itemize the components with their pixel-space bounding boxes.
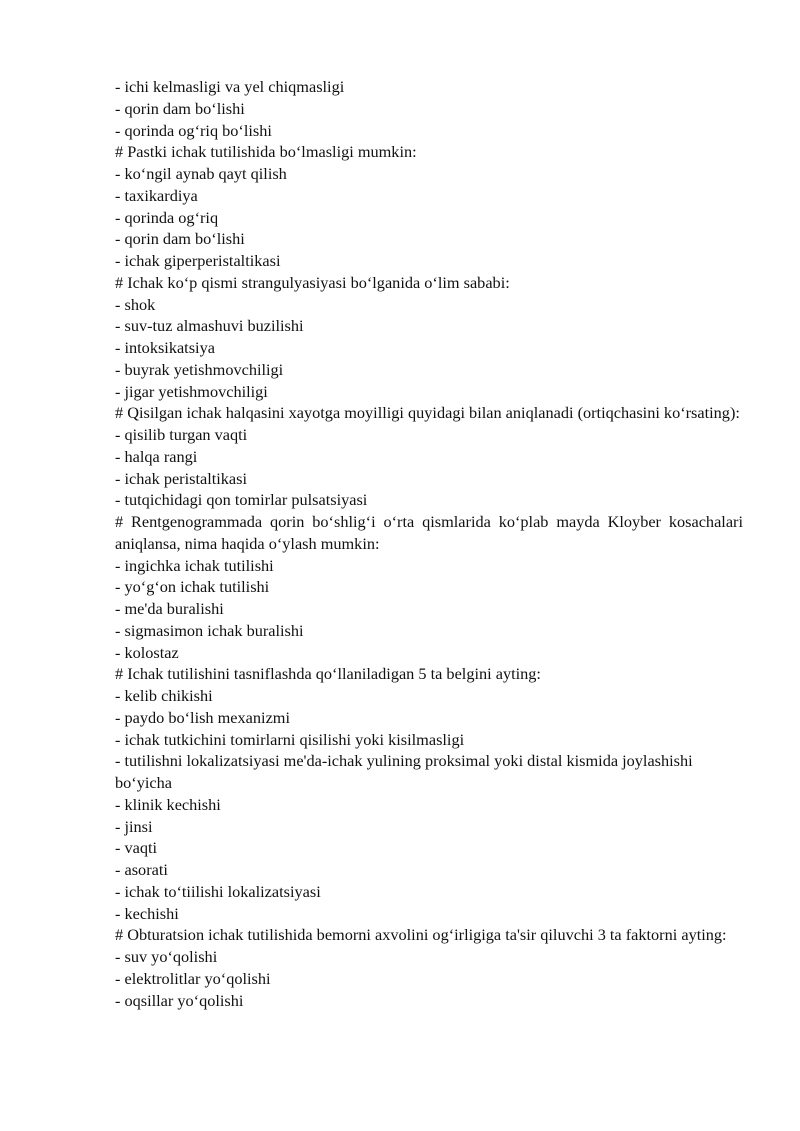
list-item: - ichi kelmasligi va yel chiqmasligi [115,77,345,96]
list-item: - suv-tuz almashuvi buzilishi [115,316,304,336]
list-item: - klinik kechishi [115,794,221,814]
list-item: - qisilib turgan vaqti [115,425,248,444]
question-heading: # Rentgenogrammada qorin bo‘shlig‘i o‘rta qismlarida ko‘plab mayda Kloyber kosachalari aniqlansa, nima haqida o‘ylash mumkin: [115,512,743,553]
list-item: - yo‘g‘on ichak tutilishi [115,577,270,597]
list-item: - oqsillar yo‘qolishi [115,990,244,1010]
list-item: - ingichka ichak tutilishi [115,555,274,575]
question-heading: # Pastki ichak tutilishida bo‘lmasligi mumkin: [115,142,417,162]
question-heading: # Ichak tutilishini tasniflashda qo‘llaniladigan 5 ta belgini ayting: [115,664,541,684]
list-item: - vaqti [115,838,158,858]
list-item: - qorin dam bo‘lishi [115,98,245,118]
list-item: - kelib chikishi [115,686,213,705]
list-item: - me'da buralishi [115,599,224,618]
list-item: - ichak peristaltikasi [115,468,248,488]
list-item: - tutqichidagi qon tomirlar pulsatsiyasi [115,490,368,510]
list-item: - qorin dam bo‘lishi [115,229,245,249]
list-item: - ko‘ngil aynab qayt qilish [115,164,287,183]
list-item: - jigar yetishmovchiligi [115,381,268,401]
list-item: - tutilishni lokalizatsiyasi me'da-ichak yulining proksimal yoki distal kismida joylashishi bo‘yicha [115,751,693,792]
list-item: - qorinda og‘riq [115,207,219,227]
list-item: - kolostaz [115,642,179,662]
list-item: - halqa rangi [115,446,198,466]
list-item: - kechishi [115,903,179,923]
list-item: - buyrak yetishmovchiligi [115,359,284,379]
list-item: - paydo bo‘lish mexanizmi [115,707,290,727]
list-item: - qorinda og‘riq bo‘lishi [115,120,272,140]
document-body [115,76,743,1011]
list-item: - intoksikatsiya [115,338,215,357]
question-heading: # Obturatsion ichak tutilishida bemorni axvolini og‘irligiga ta'sir qiluvchi 3 ta faktorni ayting: [115,925,727,945]
question-heading: # Ichak ko‘p qismi strangulyasiyasi bo‘lganida o‘lim sababi: [115,272,510,292]
list-item: - ichak tutkichini tomirlarni qisilishi yoki kisilmasligi [115,729,465,749]
list-item: - shok [115,294,156,314]
list-item: - ichak to‘tiilishi lokalizatsiyasi [115,881,321,901]
list-item: - suv yo‘qolishi [115,947,218,966]
list-item: - ichak giperperistaltikasi [115,251,281,270]
list-item: - taxikardiya [115,185,198,205]
list-item: - sigmasimon ichak buralishi [115,620,304,640]
list-item: - jinsi [115,816,153,836]
list-item: - asorati [115,860,168,879]
question-heading: # Qisilgan ichak halqasini xayotga moyilligi quyidagi bilan aniqlanadi (ortiqchasini ko‘rsating): [115,403,740,423]
list-item: - elektrolitlar yo‘qolishi [115,968,271,988]
